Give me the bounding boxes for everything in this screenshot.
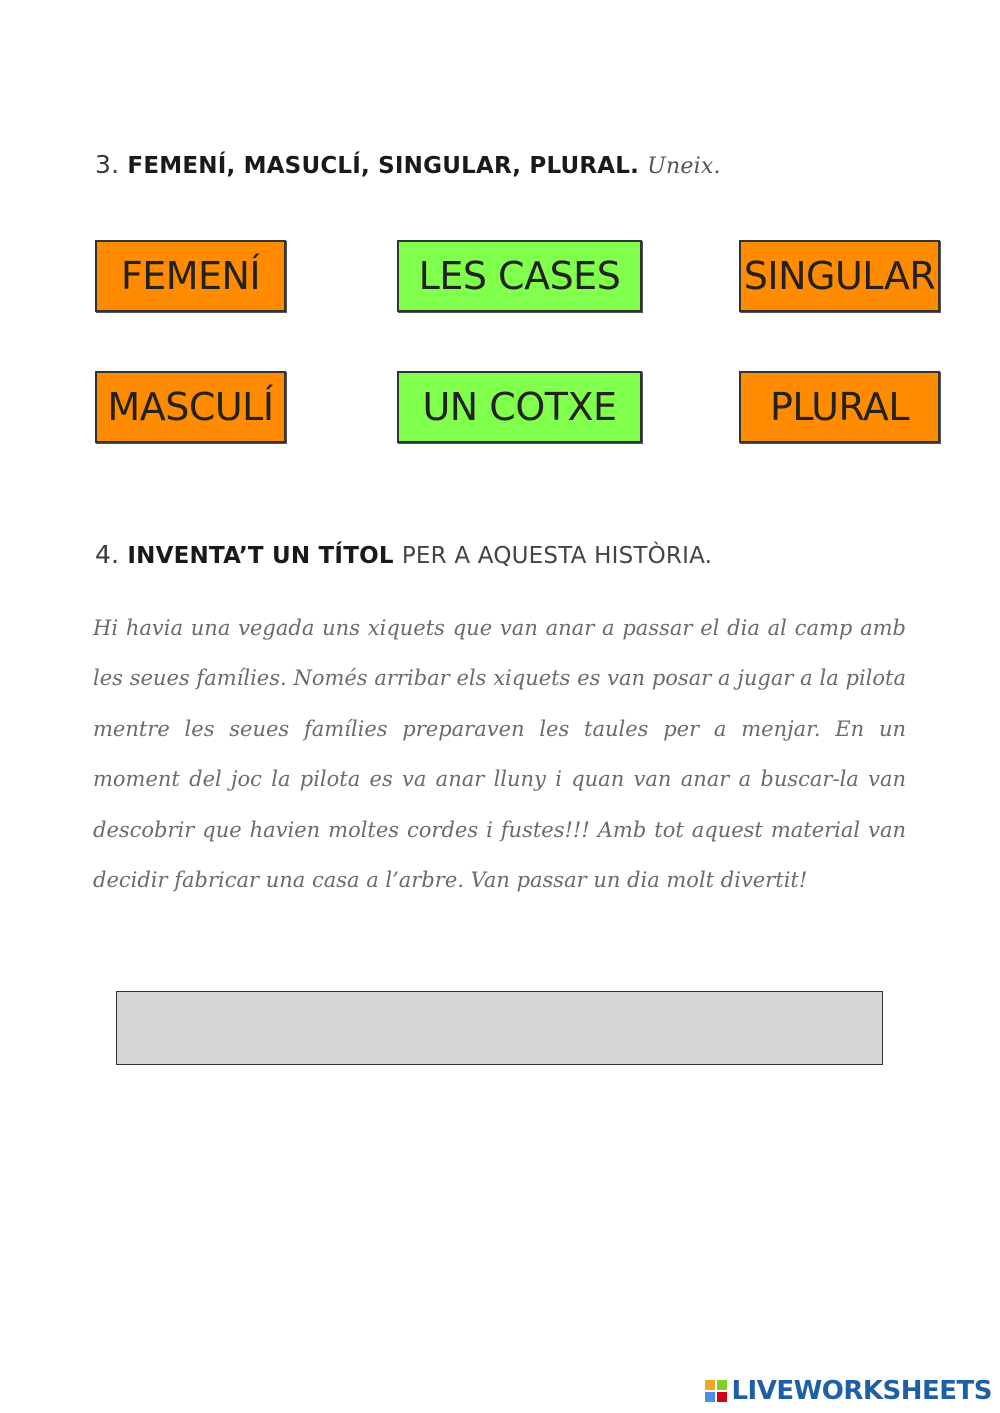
section-number: 3. — [95, 150, 120, 179]
title-answer-input[interactable] — [116, 991, 883, 1065]
section-title: FEMENÍ, MASUCLÍ, SINGULAR, PLURAL. — [127, 153, 640, 179]
card-plural[interactable]: PLURAL — [739, 371, 940, 443]
card-les-cases[interactable]: LES CASES — [397, 240, 642, 312]
section-title: INVENTA’T UN TÍTOL — [127, 543, 394, 569]
card-un-cotxe[interactable]: UN COTXE — [397, 371, 642, 443]
card-masculi[interactable]: MASCULÍ — [95, 371, 286, 443]
brand-name: LIVEWORKSHEETS — [731, 1376, 992, 1406]
story-text: Hi havia una vegada uns xiquets que van anar a passar el dia al camp amb les seues famílies. Només arribar els xiquets es van posar a jugar a la pilota mentre les seues famílies preparaven les taules per a menjar. En un moment del joc la pilota es va anar lluny i quan van anar a buscar-la van descobrir que havien moltes cordes i fustes!!! Amb tot aquest material van decidir fabricar una casa a l’arbre. Van passar un dia molt divertit! — [93, 616, 906, 893]
section-title-rest: PER A AQUESTA HISTÒRIA. — [401, 543, 713, 569]
section-4-heading — [95, 540, 712, 569]
card-femeni[interactable]: FEMENÍ — [95, 240, 286, 312]
section-number: 4. — [95, 540, 120, 569]
liveworksheets-logo-icon — [705, 1380, 727, 1402]
card-singular[interactable]: SINGULAR — [739, 240, 940, 312]
section-instruction: Uneix. — [647, 154, 721, 179]
liveworksheets-logo — [705, 1376, 992, 1406]
section-3-heading — [95, 150, 721, 179]
